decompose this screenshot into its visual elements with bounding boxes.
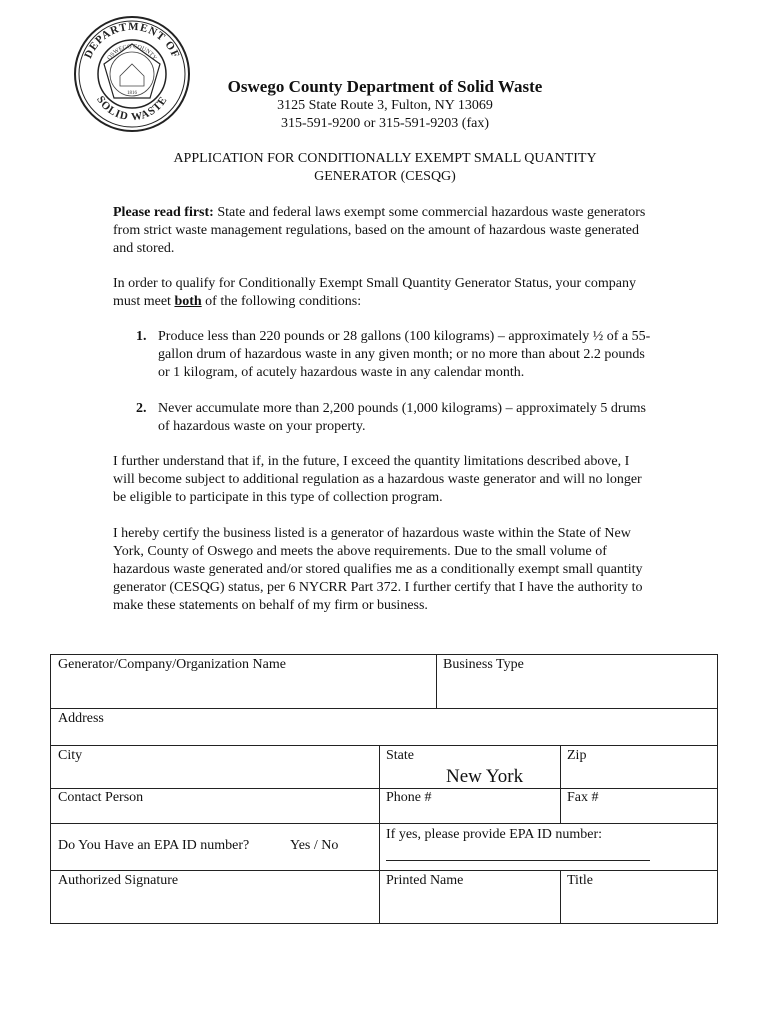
row-divider-2 bbox=[50, 745, 718, 746]
further-understand-paragraph: I further understand that if, in the future, I exceed the quantity limitations described above, I will become subject to additional regulation as a hazardous waste generator and will no longer be eligible to participate in this type of collection program. bbox=[113, 454, 642, 505]
svg-text:OSWEGO COUNTY: OSWEGO COUNTY bbox=[106, 43, 158, 62]
application-title-line1: APPLICATION FOR CONDITIONALLY EXEMPT SMALL QUANTITY bbox=[173, 151, 597, 166]
read-first-paragraph bbox=[113, 204, 653, 258]
epa-id-question: Do You Have an EPA ID number? bbox=[58, 838, 250, 853]
application-title-line2: GENERATOR (CESQG) bbox=[314, 169, 456, 184]
col-divider-state bbox=[379, 745, 380, 924]
department-address: 3125 State Route 3, Fulton, NY 13069 bbox=[277, 98, 493, 113]
fax-field[interactable]: Fax # bbox=[567, 790, 599, 805]
row-divider-3 bbox=[50, 788, 718, 789]
epa-id-number-line[interactable] bbox=[386, 860, 650, 861]
row-divider-1 bbox=[50, 708, 718, 709]
certify-paragraph: I hereby certify the business listed is a generator of hazardous waste within the State of New York, County of Oswego and meets the above requirements. Due to the small volume of hazardous waste generated and/or stored qualifies me as a conditionally exempt small quantity generator (CESQG) status, per 6 NYCRR Part 372. I further certify that I have the authority to make these statements on behalf of my firm or business. bbox=[113, 526, 643, 613]
epa-id-instruction: If yes, please provide EPA ID number: bbox=[386, 827, 603, 842]
row-divider-4 bbox=[50, 823, 718, 824]
qualify-post: of the following conditions: bbox=[201, 294, 362, 309]
condition-2-text: Never accumulate more than 2,200 pounds (1,000 kilograms) – approximately 5 drums of hazardous waste on your property. bbox=[158, 401, 646, 434]
form-border-top bbox=[50, 654, 718, 655]
svg-text:1816: 1816 bbox=[127, 91, 137, 96]
condition-1-number: 1. bbox=[136, 329, 147, 344]
svg-text:SOLID WASTE: SOLID WASTE bbox=[94, 93, 170, 124]
application-form bbox=[50, 654, 718, 924]
authorized-signature-field[interactable]: Authorized Signature bbox=[58, 873, 179, 888]
qualify-both: both bbox=[174, 294, 202, 309]
title-field[interactable]: Title bbox=[567, 873, 593, 888]
phone-field[interactable]: Phone # bbox=[386, 790, 432, 805]
department-title: Oswego County Department of Solid Waste bbox=[227, 77, 543, 96]
form-border-left bbox=[50, 654, 51, 924]
application-title bbox=[140, 150, 630, 186]
form-border-right bbox=[717, 654, 718, 924]
condition-2 bbox=[136, 400, 656, 436]
form-border-bottom bbox=[50, 923, 718, 924]
business-type-field[interactable]: Business Type bbox=[443, 657, 524, 672]
col-divider-zip bbox=[560, 745, 561, 823]
col-divider-business-type bbox=[436, 654, 437, 708]
state-field[interactable]: State bbox=[386, 748, 414, 763]
state-value: New York bbox=[446, 766, 524, 787]
city-field[interactable]: City bbox=[58, 748, 83, 763]
epa-yes-no-choice[interactable]: Yes / No bbox=[290, 838, 339, 853]
contact-person-field[interactable]: Contact Person bbox=[58, 790, 144, 805]
address-field[interactable]: Address bbox=[58, 711, 104, 726]
read-first-text: State and federal laws exempt some commercial hazardous waste generators from strict waste management regulations, based on the amount of hazardous waste generated and stored. bbox=[113, 205, 646, 256]
svg-text:DEPARTMENT OF: DEPARTMENT OF bbox=[82, 20, 182, 61]
qualify-paragraph bbox=[113, 275, 653, 311]
department-phones: 315-591-9200 or 315-591-9203 (fax) bbox=[280, 116, 489, 131]
qualify-pre: In order to qualify for Conditionally Exempt Small Quantity Generator Status, your company must meet bbox=[113, 276, 636, 309]
zip-field[interactable]: Zip bbox=[567, 748, 587, 763]
printed-name-field[interactable]: Printed Name bbox=[386, 873, 464, 888]
company-name-field[interactable]: Generator/Company/Organization Name bbox=[58, 657, 286, 672]
condition-2-number: 2. bbox=[136, 401, 147, 416]
condition-1-text: Produce less than 220 pounds or 28 gallons (100 kilograms) – approximately ½ of a 55-gallon drum of hazardous waste in any given month; or no more than about 2.2 pounds or 1 kilogram, of acutely hazardous waste in any calendar month. bbox=[158, 329, 651, 380]
read-first-label: Please read first: bbox=[113, 205, 214, 220]
row-divider-5 bbox=[50, 870, 718, 871]
col-divider-title bbox=[560, 870, 561, 924]
condition-1 bbox=[136, 328, 656, 382]
